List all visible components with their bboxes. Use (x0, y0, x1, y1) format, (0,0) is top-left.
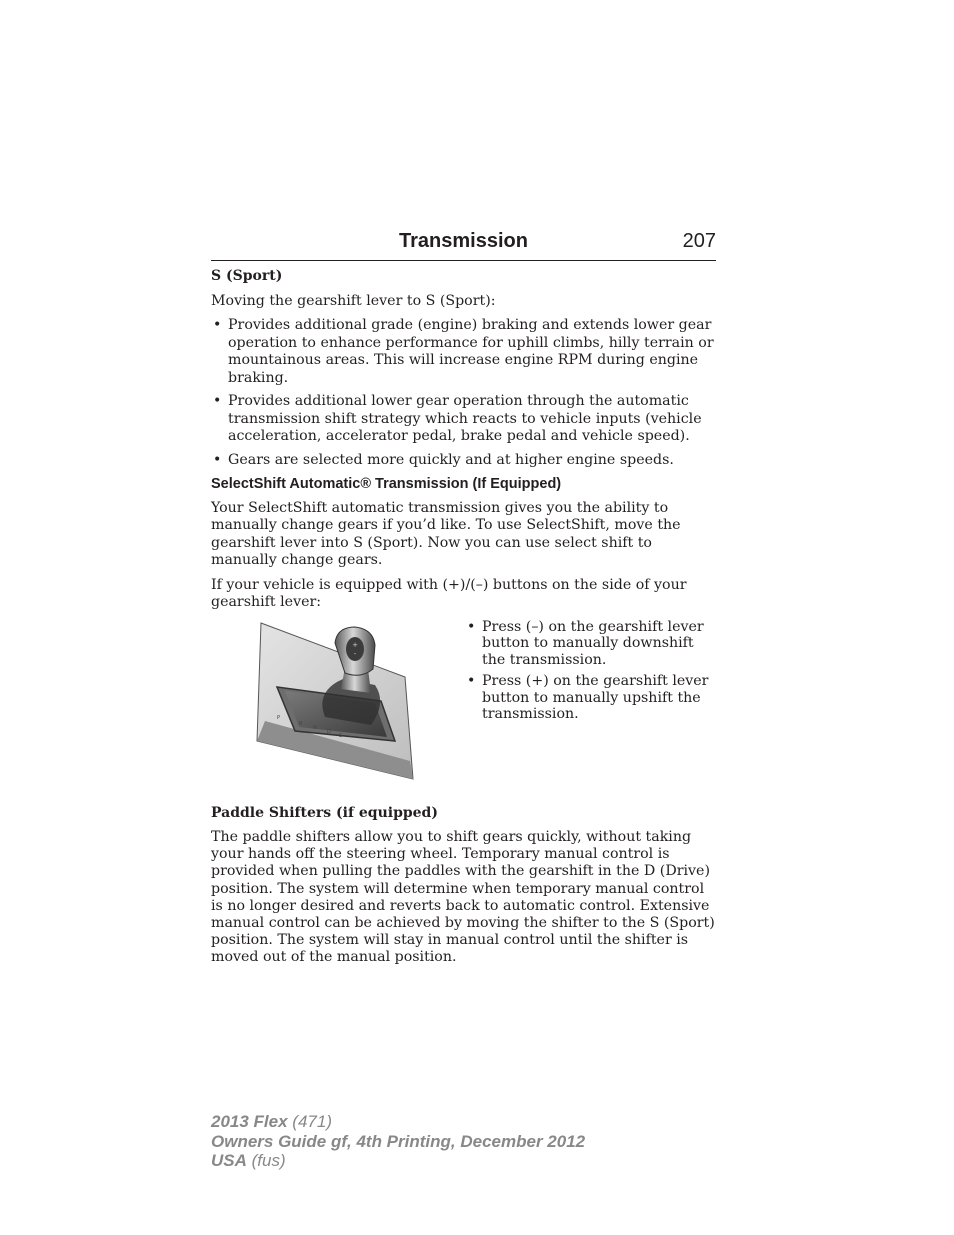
svg-text:P: P (277, 714, 281, 721)
sport-intro: Moving the gearshift lever to S (Sport): (211, 292, 496, 309)
list-item: • Press (–) on the gearshift lever button to manually downshift the transmission. (465, 619, 717, 669)
svg-text:N: N (313, 724, 317, 731)
selectshift-bullet-list (465, 619, 717, 728)
figure-row (211, 619, 716, 805)
selectshift-paragraph: Your SelectShift automatic transmission gives you the ability to manually change gears if you’d like. To use SelectShift, move the gearshift lever into S (Sport). Now you can use select shift to manually change gears. (211, 499, 681, 568)
main-content (211, 268, 716, 974)
gearshift-lever-illustration-icon (255, 621, 417, 781)
page-title: Transmission (399, 230, 528, 252)
list-item: • Provides additional lower gear operation through the automatic transmission shift strategy which reacts to vehicle inputs (vehicle acceleration, accelerator pedal, brake pedal and vehicle speed). (211, 393, 716, 446)
page-number: 207 (682, 230, 716, 252)
footer-region: USA (211, 1151, 247, 1170)
sport-bullet-list (211, 317, 716, 469)
list-item: • Gears are selected more quickly and at higher engine speeds. (211, 452, 716, 470)
selectshift-paragraph: If your vehicle is equipped with (+)/(–) buttons on the side of your gearshift lever: (211, 576, 687, 610)
footer-region-code: (fus) (251, 1151, 286, 1170)
paddle-heading: Paddle Shifters (if equipped) (211, 804, 438, 821)
footer-region-line (211, 1151, 585, 1171)
sport-heading: S (Sport) (211, 268, 283, 284)
svg-text:+: + (352, 640, 358, 649)
page-header (211, 228, 716, 261)
footer-model-code: (471) (292, 1112, 332, 1131)
page-footer (211, 1112, 585, 1171)
paddle-paragraph: The paddle shifters allow you to shift gears quickly, without taking your hands off the steering wheel. Temporary manual control is provided when pulling the paddles with the gearshift in the D (Drive) position. The system will determine when temporary manual control is no longer desired and reverts back to automatic control. Extensive manual control can be achieved by moving the shifter to the S (Sport) position. The system will stay in manual control until the shifter is moved out of the manual position. (211, 829, 715, 966)
footer-guide: Owners Guide gf, 4th Printing, December 2012 (211, 1131, 586, 1151)
svg-text:D: D (327, 728, 331, 735)
svg-text:-: - (353, 649, 357, 658)
list-item: • Provides additional grade (engine) braking and extends lower gear operation to enhance performance for uphill climbs, hilly terrain or mountainous areas. This will increase engine RPM during engine braking. (211, 317, 716, 387)
footer-model-line (211, 1112, 585, 1132)
footer-guide-line (211, 1132, 585, 1152)
list-item: • Press (+) on the gearshift lever button to manually upshift the transmission. (465, 673, 717, 723)
svg-text:R: R (299, 720, 303, 727)
footer-model: 2013 Flex (211, 1112, 288, 1131)
selectshift-heading: SelectShift Automatic® Transmission (If Equipped) (211, 476, 562, 492)
svg-text:S: S (339, 732, 343, 739)
